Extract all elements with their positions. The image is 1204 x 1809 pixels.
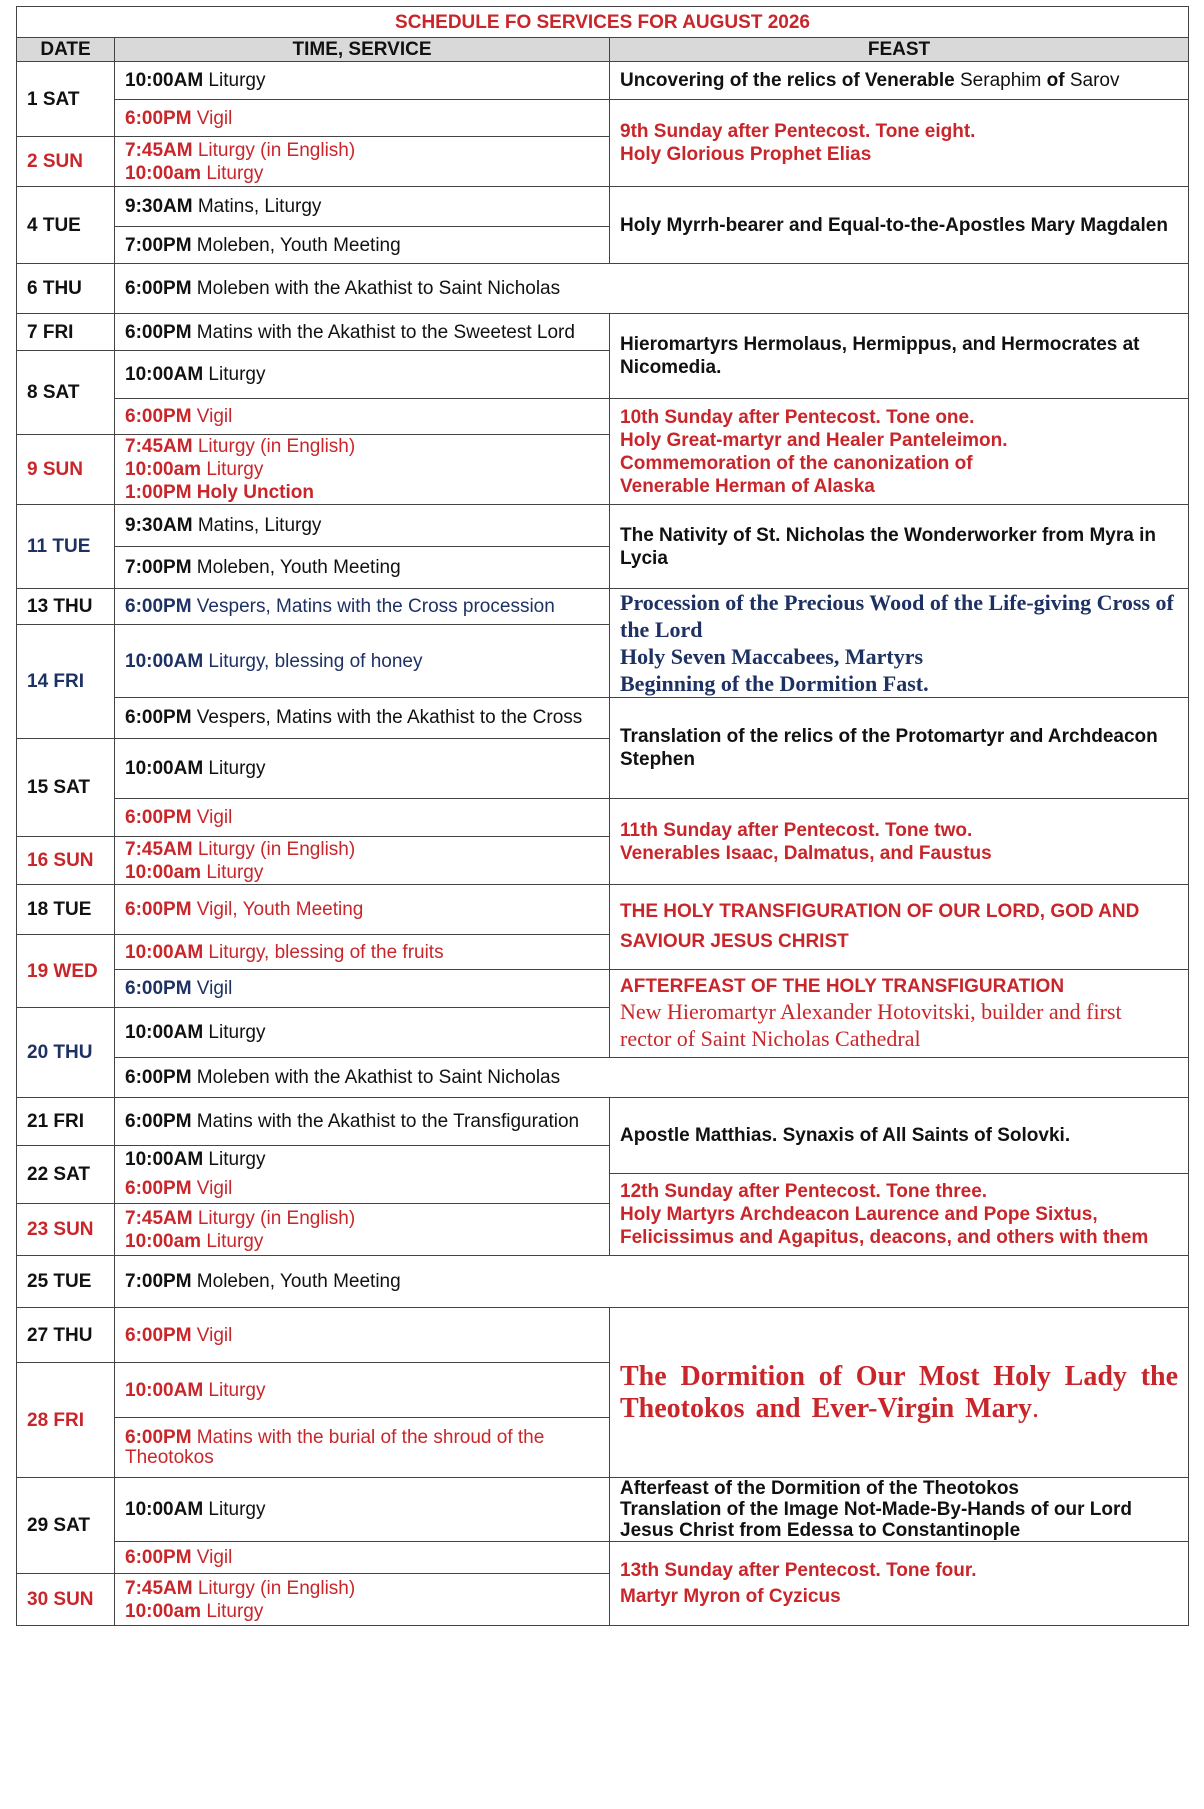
- service-name: Vigil: [191, 1177, 233, 1199]
- service-time: 6:00PM: [125, 321, 192, 343]
- service-time: 6:00PM: [125, 807, 192, 828]
- service-time: 10:00am: [125, 162, 202, 184]
- service-cell: [115, 837, 610, 885]
- service-time: 6:00PM: [125, 1177, 192, 1199]
- feast-cell: [610, 1308, 1189, 1478]
- feast-cell: [610, 970, 1189, 1058]
- service-cell: [115, 547, 610, 589]
- service-cell: [115, 351, 610, 399]
- service-name: Liturgy: [203, 1379, 266, 1401]
- feast-text: Beginning of the Dormition Fast.: [620, 671, 929, 696]
- feast-text: of: [1041, 70, 1070, 91]
- service-cell: [115, 739, 610, 799]
- service-name: Liturgy: [201, 1600, 264, 1622]
- schedule-table: [16, 6, 1189, 1626]
- schedule-title: SCHEDULE FO SERVICES FOR AUGUST 2026: [17, 7, 1189, 38]
- feast-cell: [610, 799, 1189, 885]
- service-time: 10:00AM: [125, 650, 204, 672]
- service-name: Liturgy: [201, 162, 264, 184]
- service-name: Liturgy, blessing of the fruits: [203, 941, 444, 963]
- feast-cell: [610, 1174, 1189, 1256]
- service-name: Vespers, Matins with the Akathist to the Cross: [191, 707, 583, 728]
- date-cell: 8 SAT: [17, 351, 115, 435]
- service-time: 10:00AM: [125, 758, 204, 779]
- feast-cell: [610, 399, 1189, 505]
- date-cell: 13 THU: [17, 589, 115, 625]
- service-name: Liturgy, blessing of honey: [203, 650, 423, 672]
- feast-text: Holy Martyrs Archdeacon Laurence and Pope Sixtus, Felicissimus and Agapitus, deacons, and others with them: [620, 1204, 1149, 1248]
- date-cell: 4 TUE: [17, 187, 115, 264]
- feast-text: Translation of the Image Not-Made-By-Hands of our Lord Jesus Christ from Edessa to Constantinople: [620, 1499, 1132, 1541]
- feast-cell: [610, 1478, 1189, 1542]
- service-time: 7:45AM: [125, 139, 193, 161]
- service-name: Liturgy: [203, 364, 266, 385]
- service-cell: [115, 505, 610, 547]
- service-time: 7:00PM: [125, 1271, 192, 1292]
- date-cell: 18 TUE: [17, 885, 115, 935]
- service-name: Liturgy: [203, 1499, 266, 1520]
- feast-cell: [610, 1542, 1189, 1626]
- feast-text: Holy Glorious Prophet Elias: [620, 144, 872, 165]
- service-cell: [115, 1363, 610, 1418]
- feast-text: 10th Sunday after Pentecost. Tone one.: [620, 406, 975, 428]
- feast-cell: THE HOLY TRANSFIGURATION OF OUR LORD, GOD AND SAVIOUR JESUS CHRIST: [610, 885, 1189, 970]
- service-time: 7:45AM: [125, 436, 193, 457]
- date-cell: 15 SAT: [17, 739, 115, 837]
- service-cell: [115, 799, 610, 837]
- date-cell: 30 SUN: [17, 1574, 115, 1626]
- service-cell: [115, 399, 610, 435]
- service-name: Liturgy (in English): [192, 1577, 356, 1599]
- service-cell: [115, 970, 610, 1008]
- service-time: 6:00PM: [125, 1324, 192, 1346]
- service-name: Liturgy: [201, 861, 264, 883]
- service-time: 9:30AM: [125, 196, 193, 217]
- feast-text: AFTERFEAST OF THE HOLY TRANSFIGURATION: [620, 976, 1065, 997]
- feast-text: Holy Great-martyr and Healer Panteleimon.: [620, 429, 1008, 451]
- service-time: 6:00PM: [125, 1426, 192, 1448]
- service-name: Liturgy: [203, 758, 266, 779]
- service-cell: [115, 314, 610, 351]
- service-name: Matins with the burial of the shroud of the Theotokos: [125, 1426, 545, 1468]
- service-name: Matins with the Akathist to the Sweetest Lord: [191, 321, 575, 343]
- service-time: 6:00PM: [125, 406, 192, 427]
- service-time: 10:00AM: [125, 364, 204, 385]
- service-time: 7:45AM: [125, 1207, 193, 1229]
- service-name: Vigil: [191, 978, 233, 999]
- feast-text: New Hieromartyr Alexander Hotovitski, builder and first rector of Saint Nicholas Cathedral: [620, 999, 1122, 1051]
- feast-text: 11th Sunday after Pentecost. Tone two.: [620, 819, 973, 841]
- date-cell: 11 TUE: [17, 505, 115, 589]
- service-time: 6:00PM: [125, 978, 192, 999]
- feast-text: Venerable Herman of Alaska: [620, 475, 875, 497]
- feast-text: Commemoration of the canonization of: [620, 452, 973, 474]
- service-cell: [115, 625, 610, 698]
- date-cell: 29 SAT: [17, 1478, 115, 1574]
- service-cell: [115, 1308, 610, 1363]
- service-time: 10:00am: [125, 1600, 202, 1622]
- service-time: 6:00PM: [125, 899, 192, 920]
- service-name: Liturgy: [201, 459, 264, 480]
- service-name: Matins, Liturgy: [192, 196, 322, 217]
- service-cell: [115, 1008, 610, 1058]
- service-cell: [115, 1256, 1189, 1308]
- header-feast: FEAST: [610, 38, 1189, 62]
- service-cell: [115, 1204, 610, 1256]
- service-cell: [115, 264, 1189, 314]
- service-time: 7:45AM: [125, 1577, 193, 1599]
- service-cell: [115, 885, 610, 935]
- service-cell: [115, 1542, 610, 1574]
- date-cell: 9 SUN: [17, 435, 115, 505]
- service-name: Vigil: [191, 406, 233, 427]
- feast-text: Procession of the Precious Wood of the Life-giving Cross of the Lord: [620, 590, 1174, 642]
- service-name: Liturgy: [203, 1149, 266, 1171]
- service-name: Vigil: [191, 107, 233, 129]
- service-name: Liturgy: [203, 70, 266, 91]
- service-name: Vigil: [191, 1324, 233, 1346]
- service-cell: [115, 1418, 610, 1478]
- feast-text: .: [1032, 1392, 1040, 1424]
- service-time: 6:00PM: [125, 707, 192, 728]
- date-cell: 27 THU: [17, 1308, 115, 1363]
- date-cell: 19 WED: [17, 935, 115, 1008]
- service-cell: [115, 589, 610, 625]
- service-cell: [115, 935, 610, 970]
- service-cell: [115, 62, 610, 100]
- service-time: 10:00AM: [125, 1379, 204, 1401]
- service-time: 7:00PM: [125, 234, 192, 256]
- feast-cell: The Nativity of St. Nicholas the Wonderworker from Myra in Lycia: [610, 505, 1189, 589]
- feast-cell: Apostle Matthias. Synaxis of All Saints of Solovki.: [610, 1098, 1189, 1174]
- service-time: 10:00AM: [125, 1149, 204, 1171]
- date-cell: 7 FRI: [17, 314, 115, 351]
- feast-text: The Dormition of Our Most Holy Lady the Theotokos and Ever-Virgin Mary: [620, 1360, 1179, 1424]
- date-cell: 20 THU: [17, 1008, 115, 1098]
- service-name: Liturgy (in English): [192, 436, 356, 457]
- date-cell: 21 FRI: [17, 1098, 115, 1146]
- date-cell: 23 SUN: [17, 1204, 115, 1256]
- feast-text: Uncovering of the relics of Venerable: [620, 70, 960, 91]
- feast-text: Martyr Myron of Cyzicus: [620, 1585, 841, 1607]
- service-cell: [115, 1098, 610, 1146]
- service-time: 10:00am: [125, 861, 202, 883]
- service-time: 10:00AM: [125, 70, 204, 91]
- service-name: Liturgy (in English): [192, 838, 356, 860]
- service-cell: [115, 137, 610, 187]
- service-time: 10:00AM: [125, 941, 204, 963]
- feast-text: 13th Sunday after Pentecost. Tone four.: [620, 1559, 977, 1581]
- service-name: Vigil: [191, 807, 233, 828]
- service-time: 6:00PM: [125, 1111, 192, 1132]
- feast-cell: [610, 100, 1189, 187]
- service-cell: [115, 227, 610, 264]
- service-name: Matins, Liturgy: [192, 515, 322, 536]
- feast-text: Venerables Isaac, Dalmatus, and Faustus: [620, 842, 992, 864]
- service-cell: [115, 1478, 610, 1542]
- service-time: 10:00am: [125, 1230, 202, 1252]
- service-cell: [115, 1058, 1189, 1098]
- service-cell: [115, 100, 610, 137]
- service-time: 6:00PM: [125, 1547, 192, 1568]
- feast-cell: Translation of the relics of the Protomartyr and Archdeacon Stephen: [610, 698, 1189, 799]
- service-time: 9:30AM: [125, 515, 193, 536]
- date-cell: 1 SAT: [17, 62, 115, 137]
- date-cell: 14 FRI: [17, 625, 115, 739]
- service-name: Liturgy (in English): [192, 1207, 356, 1229]
- service-time: 6:00PM: [125, 1067, 192, 1088]
- service-time: 6:00PM: [125, 278, 192, 299]
- service-time: 7:00PM: [125, 557, 192, 578]
- date-cell: 25 TUE: [17, 1256, 115, 1308]
- date-cell: 16 SUN: [17, 837, 115, 885]
- service-time: 10:00AM: [125, 1499, 204, 1520]
- feast-text: Sarov: [1069, 70, 1120, 91]
- feast-cell: Hieromartyrs Hermolaus, Hermippus, and Hermocrates at Nicomedia.: [610, 314, 1189, 399]
- service-cell: [115, 1146, 610, 1174]
- service-time: 6:00PM: [125, 596, 192, 617]
- header-date: DATE: [17, 38, 115, 62]
- service-name: Vigil, Youth Meeting: [191, 899, 364, 920]
- service-name: Liturgy: [203, 1022, 266, 1043]
- feast-text: Seraphim: [960, 70, 1042, 91]
- service-name: Matins with the Akathist to the Transfiguration: [191, 1111, 580, 1132]
- service-name: Moleben, Youth Meeting: [191, 234, 401, 256]
- feast-text: 12th Sunday after Pentecost. Tone three.: [620, 1181, 988, 1202]
- service-name: Moleben, Youth Meeting: [191, 1271, 401, 1292]
- service-time: 10:00am: [125, 459, 202, 480]
- service-time: 7:45AM: [125, 838, 193, 860]
- feast-cell: Holy Myrrh-bearer and Equal-to-the-Apostles Mary Magdalen: [610, 187, 1189, 264]
- date-cell: 6 THU: [17, 264, 115, 314]
- feast-text: Holy Seven Maccabees, Martyrs: [620, 644, 924, 669]
- feast-cell: [610, 62, 1189, 100]
- feast-text: Afterfeast of the Dormition of the Theotokos: [620, 1478, 1019, 1499]
- service-time: 10:00AM: [125, 1022, 204, 1043]
- service-cell: [115, 1574, 610, 1626]
- service-name: Moleben, Youth Meeting: [191, 557, 401, 578]
- service-name: Vigil: [191, 1547, 233, 1568]
- service-time: 1:00PM Holy Unction: [125, 482, 314, 503]
- service-name: Liturgy: [201, 1230, 264, 1252]
- date-cell: 28 FRI: [17, 1363, 115, 1478]
- feast-text: 9th Sunday after Pentecost. Tone eight.: [620, 121, 976, 142]
- service-cell: [115, 1174, 610, 1204]
- date-cell: 22 SAT: [17, 1146, 115, 1204]
- service-cell: [115, 698, 610, 739]
- service-cell: [115, 435, 610, 505]
- header-service: TIME, SERVICE: [115, 38, 610, 62]
- service-name: Liturgy (in English): [192, 139, 356, 161]
- date-cell: 2 SUN: [17, 137, 115, 187]
- feast-cell: [610, 589, 1189, 698]
- service-cell: [115, 187, 610, 227]
- service-name: Moleben with the Akathist to Saint Nicholas: [191, 1067, 561, 1088]
- service-name: Moleben with the Akathist to Saint Nicholas: [191, 278, 561, 299]
- service-name: Vespers, Matins with the Cross procession: [191, 596, 555, 617]
- service-time: 6:00PM: [125, 107, 192, 129]
